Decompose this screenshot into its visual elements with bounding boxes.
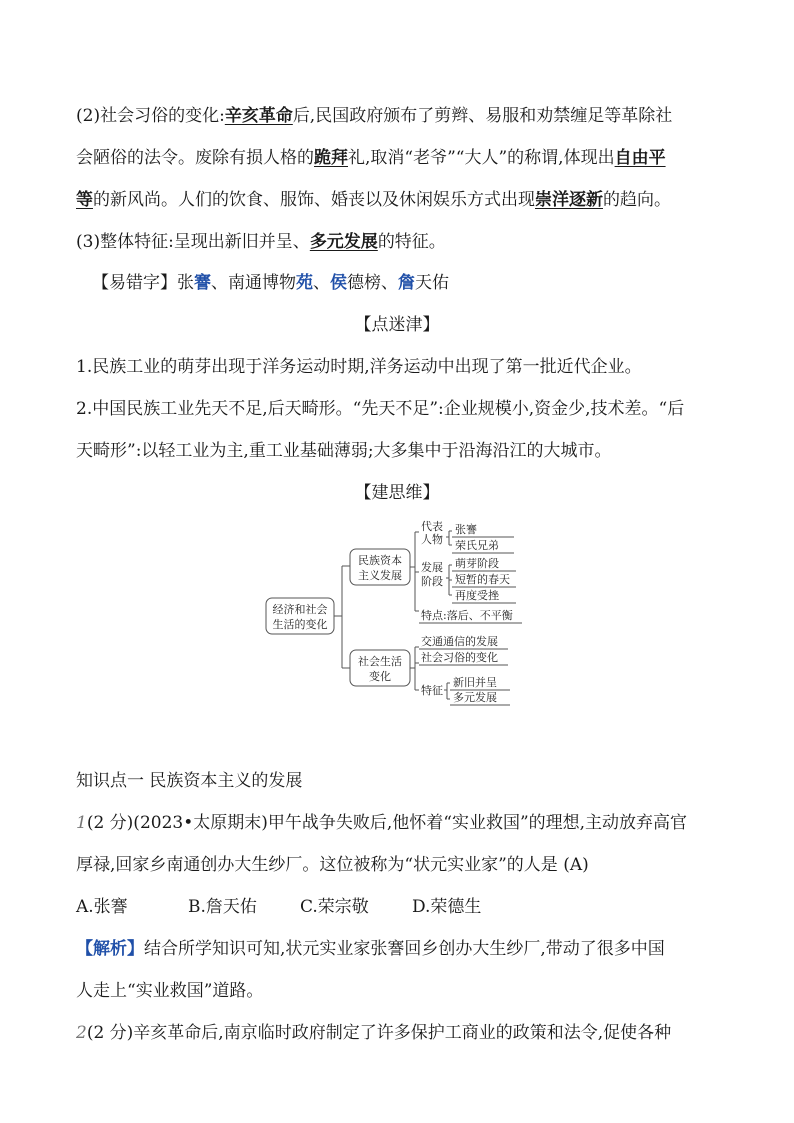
question-2-number: 2: [76, 1023, 87, 1043]
question-2-line-1: 2(2 分)辛亥革命后,南京临时政府制定了许多保护工商业的政策和法令,促使各种: [76, 1023, 672, 1043]
mindmap-social-item-1: 交通通信的发展: [421, 635, 498, 648]
mindmap-root-line-1: 经济和社会: [272, 603, 328, 616]
mindmap-branch2-brace: [410, 647, 419, 690]
typo-line: 【易错字】张謇、南通博物苑、侯德榜、詹天佑: [92, 273, 449, 293]
keyword-xinhai: 辛亥革命: [224, 106, 293, 126]
tips-heading: 【点迷津】: [354, 315, 440, 335]
question-1-options: [76, 896, 726, 918]
mindmap-rep-label-2: 人物: [421, 533, 443, 546]
typo-label: 【易错字】: [92, 273, 177, 293]
mindmap-stage-label-1: 发展: [421, 561, 443, 574]
mindmap-trait-item-1: 新旧并呈: [453, 676, 497, 689]
question-1-line-2: 厚禄,回家乡南通创办大生纱厂。这位被称为“状元实业家”的人是 (A): [76, 855, 589, 875]
mindmap-rep-label-1: 代表: [421, 520, 443, 533]
option-a: A.张謇: [76, 897, 128, 917]
tip-2-line-1: 2.中国民族工业先天不足,后天畸形。“先天不足”:企业规模小,资金少,技术差。“后: [76, 399, 685, 419]
question-1-number: 1: [76, 813, 87, 833]
option-c: C.荣宗敬: [300, 897, 369, 917]
keyword-duoyuan: 多元发展: [309, 232, 378, 252]
mindmap-social-item-2: 社会习俗的变化: [421, 651, 498, 664]
mindmap-trait-1: 特点:落后、不平衡: [421, 609, 513, 622]
question-1-analysis-line-2: 人走上“实业救国”道路。: [76, 981, 264, 1001]
mindmap-rep-item-2: 荣氏兄弟: [455, 539, 499, 552]
paragraph-social-customs-2: 会陋俗的法令。废除有损人格的跪拜礼,取消“老爷”“大人”的称谓,体现出自由平: [76, 148, 666, 168]
tip-2-line-2: 天畸形”:以轻工业为主,重工业基础薄弱;大多集中于沿海沿江的大城市。: [76, 441, 612, 461]
mindmap-stage-label-2: 阶段: [421, 575, 443, 588]
mindmap-trait-label: 特征: [421, 684, 443, 697]
mindmap-rep-item-1: 张謇: [455, 523, 477, 536]
mindmap-branch1-brace: [410, 532, 419, 611]
question-1-analysis-line-1: 【解析】结合所学知识可知,状元实业家张謇回乡创办大生纱厂,带动了很多中国: [76, 939, 665, 959]
keyword-deng: 等: [76, 190, 93, 210]
option-d: D.荣德生: [412, 897, 482, 917]
mindmap-stage-brace: [446, 565, 452, 595]
mindmap-branch2-line-2: 变化: [369, 670, 391, 683]
knowledge-point-title: 知识点一 民族资本主义的发展: [76, 771, 303, 791]
mindmap-stage-item-3: 再度受挫: [455, 589, 499, 602]
keyword-chongyang: 崇洋逐新: [535, 190, 603, 210]
paragraph-social-customs-3: 等的新风尚。人们的饮食、服饰、婚丧以及休闲娱乐方式出现崇洋逐新的趋向。: [76, 190, 671, 210]
mindmap-branch2-line-1: 社会生活: [358, 655, 402, 668]
keyword-ziyouping: 自由平: [614, 148, 666, 168]
mindmap-root-brace: [334, 566, 350, 668]
mindmap-branch1-line-2: 主义发展: [358, 569, 402, 582]
mindmap-trait-item-2: 多元发展: [453, 691, 497, 704]
mindmap-trait-brace: [444, 683, 450, 699]
mindmap-branch1-line-1: 民族资本: [358, 554, 402, 567]
mindmap-diagram: [0, 515, 794, 715]
tip-1: 1.民族工业的萌芽出现于洋务运动时期,洋务运动中出现了第一批近代企业。: [76, 357, 642, 377]
option-b: B.詹天佑: [188, 897, 257, 917]
mindmap-rep-brace: [446, 531, 452, 545]
mindmap-heading: 【建思维】: [354, 483, 440, 503]
mindmap-stage-item-1: 萌芽阶段: [455, 557, 499, 570]
mindmap-root-line-2: 生活的变化: [272, 618, 328, 631]
keyword-guibai: 跪拜: [314, 148, 348, 168]
paragraph-overall-feature: (3)整体特征:呈现出新旧并呈、多元发展的特征。: [76, 232, 446, 252]
question-1-line-1: 1(2 分)(2023•太原期末)甲午战争失败后,他怀着“实业救国”的理想,主动放弃高官: [76, 813, 688, 833]
analysis-label: 【解析】: [76, 939, 144, 959]
paragraph-social-customs-1: (2)社会习俗的变化:辛亥革命后,民国政府颁布了剪辫、易服和劝禁缠足等革除社: [76, 106, 673, 126]
mindmap-stage-item-2: 短暂的春天: [455, 573, 510, 586]
